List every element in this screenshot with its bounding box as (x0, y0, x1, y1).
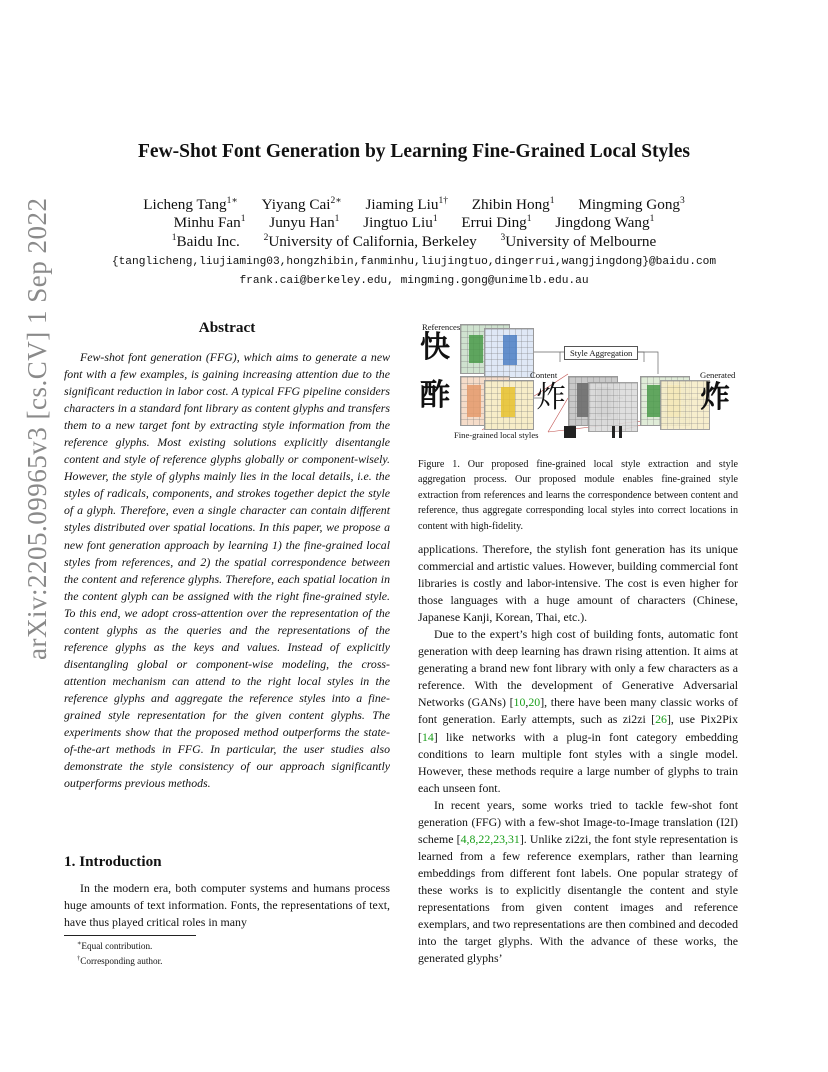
footnote: ∗Equal contribution. (77, 940, 153, 952)
reference-feature-grid-2b (484, 380, 534, 430)
content-feature-grid-b (588, 382, 638, 432)
citation-link[interactable]: 26 (655, 712, 667, 727)
figure-1-diagram (418, 318, 738, 444)
citation-link[interactable]: 10 (513, 695, 526, 710)
introduction-body: In the modern era, both computer systems and humans process huge amounts of text information. Fonts, the representations of text, have thus played critical roles in many (64, 881, 390, 930)
citation-link[interactable]: 20 (528, 695, 541, 710)
author-line-1 (0, 195, 828, 214)
email-line-2[interactable]: frank.cai@berkeley.edu, mingming.gong@unimelb.edu.au (239, 275, 589, 287)
reference-glyph-2: 酢 (420, 378, 450, 413)
introduction-body-right-column (418, 541, 738, 967)
author-name: Junyu Han$^1$ (269, 214, 340, 232)
arxiv-identifier-stamp: arXiv:2205.09965v3 [cs.CV] 1 Sep 2022 (22, 197, 52, 660)
citation-link[interactable]: 14 (421, 729, 434, 744)
author-name: Jingdong Wang$^1$ (555, 214, 655, 232)
figure-label-generated: Generated (700, 370, 736, 380)
author-name: Mingming Gong$^3$ (578, 196, 685, 214)
author-name: Errui Ding$^1$ (461, 214, 532, 232)
email-line-1[interactable]: {tanglicheng,liujiaming03,hongzhibin,fanminhu,liujingtuo,dingerrui,wangjingdong}@baidu.com (111, 256, 717, 268)
author-line-2 (0, 214, 828, 232)
reference-feature-grid-1b (484, 328, 534, 378)
affiliation: $^1$Baidu Inc. (171, 233, 240, 251)
author-name: Jingtuo Liu$^1$ (363, 214, 438, 232)
footnote-rule (64, 935, 196, 936)
paragraph: applications. Therefore, the stylish font generation has its unique commercial and artistic values. However, building commercial font libraries is costly and labor-intensive. The cost is even higher for those languages with a huge amount of characters (Chinese, Japanese Kanji, Korean, Thai, etc.). (418, 542, 738, 625)
citation-link[interactable]: 4,8,22,23,31 (460, 831, 520, 846)
author-name: Minhu Fan$^1$ (173, 214, 246, 232)
abstract-body: Few-shot font generation (FFG), which aims to generate a new font with a few examples, is gaining increasing attention due to the significant reduction in labor cost. A typical FFG pipeline considers characters in a standard font library as content glyphs and transfers them to a new target font by extracting style information from the reference glyphs. Most existing solutions explicitly disentangle content and style of reference glyphs globally or component-wisely. However, the style of glyphs mainly lies in the local details, i.e. the styles of radicals, components, and strokes together depict the style of a glyph. Therefore, even a single character can contain different styles distributed over spatial locations. In this paper, we propose a new font generation approach by learning 1) the fine-grained local styles from references, and 2) the spatial correspondence between the content and reference glyphs. Therefore, each spatial location in the content glyph can be assigned with the right fine-grained style. To this end, we adopt cross-attention over the representation of the content glyphs as the queries and the representations of the reference glyphs as the keys and values. Instead of explicitly disentangling global or component-wise modeling, the cross-attention mechanism can attend to the right local styles in the reference glyphs and aggregate the reference styles into a fine-grained style representation for the given content glyphs. The experiments show that the proposed method outperforms the state-of-the-art methods in FFG. In particular, the user studies also demonstrate the style consistency of our approach significantly outperforms previous methods. (64, 350, 390, 791)
author-name: Zhibin Hong$^1$ (471, 196, 555, 214)
footnotes (64, 938, 162, 967)
figure-1-caption: Figure 1. Our proposed fine-grained local style extraction and style aggregation process. Our proposed module enables fine-grained style extraction from references and learns the correspondence between content and reference, thus aggregate corresponding local styles into correct locations in content with high-fidelity. (418, 459, 738, 532)
figure-label-references: References (422, 322, 461, 332)
author-name: Licheng Tang$^{1∗}$ (143, 196, 238, 214)
local-style-patch-1 (564, 426, 576, 438)
local-style-patch-2 (612, 426, 622, 438)
abstract-heading: Abstract (198, 319, 256, 336)
paragraph: In recent years, some works tried to tackle few-shot font generation (FFG) with a few-shot Image-to-Image translation (I2I) scheme [4,8,22,23,31]. Unlike zi2zi, the font style representation is learned from a few reference exemplars, rather than learning embeddings from different font labels. One popular strategy of these works is to explicitly disentangle the content and style representations from given content images and reference exemplars, and two representations are then combined and decoded into the target glyphs. With the advance of these works, the generated glyphs’ (418, 797, 738, 966)
figure-label-fine-grained-local-styles: Fine-grained local styles (454, 430, 539, 440)
reference-glyph-1: 快 (420, 330, 450, 365)
affiliation: $^3$University of Melbourne (500, 233, 657, 251)
affiliation: $^2$University of California, Berkeley (263, 233, 477, 251)
affiliations-line (0, 233, 828, 251)
section-heading-introduction: 1. Introduction (64, 853, 162, 870)
author-name: Jiaming Liu$^{1\dagger}$ (365, 196, 448, 214)
footnote: †Corresponding author. (77, 954, 163, 966)
paper-title: Few-Shot Font Generation by Learning Fine-Grained Local Styles (138, 141, 690, 162)
generated-glyph: 炸 (700, 380, 730, 415)
content-glyph: 炸 (536, 380, 566, 415)
figure-label-content: Content (530, 370, 558, 380)
author-name: Yiyang Cai$^{2∗}$ (261, 196, 342, 214)
figure-label-style-aggregation: Style Aggregation (564, 346, 638, 360)
paragraph: Due to the expert’s high cost of building fonts, automatic font generation with deep learning has drawn rising attention. It aims at generating a brand new font library with only a few characters as a reference. With the development of Generative Adversarial Networks (GANs) [10,20], there have been many classic works of font generation. Early attempts, such as zi2zi [26], use Pix2Pix [14] like networks with a plug-in font category embedding conditions to learn multiple font styles with a single model. However, these methods require a large number of glyphs to train each unseen font. (418, 627, 738, 795)
